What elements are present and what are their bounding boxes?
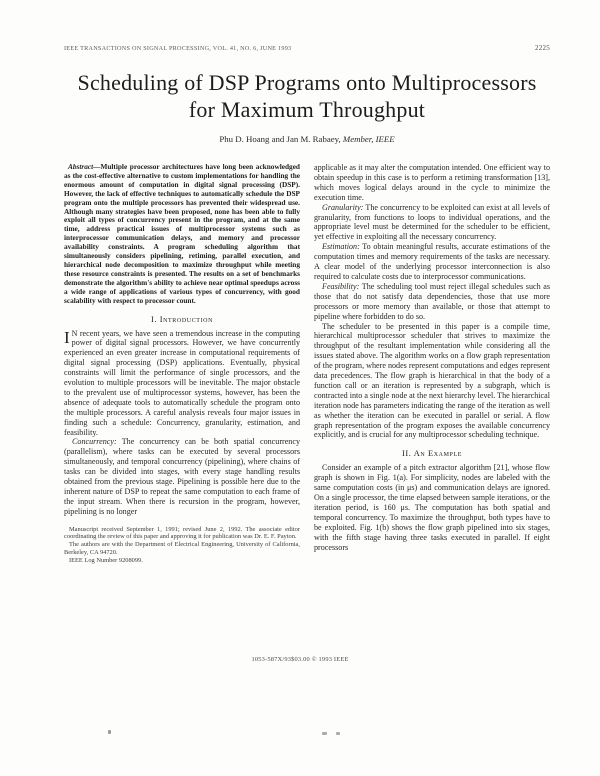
paper-title-line2: for Maximum Throughput xyxy=(188,96,426,122)
first-page-footnote xyxy=(64,526,300,565)
footnote-log-number: IEEE Log Number 9208099. xyxy=(69,556,143,564)
paragraph-granularity-lead: Granularity: xyxy=(322,202,364,212)
drop-cap: I xyxy=(64,327,70,347)
paragraph-estimation xyxy=(314,242,550,282)
author-names: Phu D. Hoang and Jan M. Rabaey, xyxy=(219,134,343,144)
paragraph-continuation: applicable as it may alter the computation intended. One efficient way to obtain speedup in this case is to perform a retiming transformation [13], which moves logical delays around in the cycle to minimize the execution time. xyxy=(314,163,550,202)
paragraph-feasibility-text: The scheduling tool must reject illegal schedules such as those that do not satisfy data dependencies, those that use more processors or more memory than available, or those that attempt to pipeline where forbidden to do so. xyxy=(314,281,550,321)
paragraph-feasibility-lead: Feasibility: xyxy=(322,281,360,291)
paragraph-estimation-lead: Estimation: xyxy=(322,242,360,252)
paragraph-estimation-text: To obtain meaningful results, accurate estimations of the computation times and memory requirements of the tasks are necessary. A clear model of the underlying processor interconnection is also required to calculate costs due to interprocessor communications. xyxy=(314,242,550,281)
footnote-affiliation: The authors are with the Department of Electrical Engineering, University of California, Berkeley, CA 94720. xyxy=(64,541,300,556)
author-membership: Member, IEEE xyxy=(342,134,395,144)
paragraph-concurrency-lead: Concurrency: xyxy=(72,437,117,447)
footnote-received: Manuscript received September 1, 1991; revised June 2, 1992. The associate editor coordinating the review of this paper and approving it for publication was Dr. E. F. Payton. xyxy=(64,525,300,541)
paragraph-scheduler: The scheduler to be presented in this paper is a compile time, hierarchical multiprocessor scheduler that strives to maximize the throughput of the resultant implementation while considering all the issues stated above. The algorithm works on a flow graph representation of the program, where nodes represent computations and edges represent data precedences. The flow graph is hierarchical in that the body of a function call or an iteration is represented by a subgraph, which is contracted into a single node at the next hierarchy level. The hierarchical iteration node has parameters indicating the range of the iteration as well as whether the iteration can be executed in parallel or serial. A flow graph representation of the program exposes the available concurrency explicitly, and is crucial for any multiprocessor scheduling technique. xyxy=(314,321,550,440)
paper-title-line1: Scheduling of DSP Programs onto Multiprocessors xyxy=(77,70,537,95)
scan-artifact xyxy=(108,730,111,734)
paragraph-concurrency-text: The concurrency can be both spatial concurrency (parallelism), where tasks can be executed by several processors simultaneously, and temporal concurrency (pipelining), where chains of tasks can be divided into stages, with every stage handling results obtained from the previous stage. Pipelining is possible here due to the inherent nature of DSP to repeat the same computation to each frame of the input stream. When there is recursion in the program, however, pipelining is no longer xyxy=(64,437,300,516)
paragraph-granularity xyxy=(314,203,550,243)
paper-title xyxy=(64,70,550,123)
author-byline xyxy=(64,134,550,144)
copyright-line: 1053-587X/93$03.00 © 1993 IEEE xyxy=(251,656,349,663)
column-left xyxy=(64,163,300,564)
paragraph-example: Consider an example of a pitch extractor algorithm [21], whose flow graph is shown in Fig. 1(a). For simplicity, nodes are labeled with the same computation costs (in μs) and communication delays are ignored. On a single processor, the time elapsed between sample iterations, or the iteration period, is 160 μs. The computation has both spatial and temporal concurrency. To maximize the throughput, both types have to be exploited. Fig. 1(b) shows the flow graph pipelined into six stages, with the fifth stage having three tasks executed in parallel. If eight processors xyxy=(314,463,550,552)
paragraph-concurrency xyxy=(64,437,300,516)
paragraph-intro xyxy=(64,329,300,438)
column-right xyxy=(314,163,550,564)
running-header xyxy=(64,44,550,52)
abstract-text: Multiple processor architectures have long been acknowledged as the cost-effective alternative to custom implementations for handling the enormous amount of computation in digital signal processing (DSP). However, the lack of effective techniques to automatically schedule the DSP program onto the multiple processors has prevented their widespread use. Although many strategies have been proposed, none has been able to fully exploit all types of concurrency present in the program, and at the same time, address practical issues of multiprocessor systems such as interprocessor communication delays, and memory and processor availability constraints. A program scheduling algorithm that simultaneously considers pipelining, retiming, parallel execution, and hierarchical node decomposition to maximize throughput while meeting these resource constraints is presented. The results on a set of benchmarks demonstrate the algorithm's ability to achieve near optimal speedups across a wide range of applications of various types of concurrency, with good scalability with respect to processor count. xyxy=(64,162,300,305)
paragraph-feasibility xyxy=(314,282,550,322)
paragraph-granularity-text: The concurrency to be exploited can exist at all levels of granularity, from functions to loops to individual operations, and the appropriate level must be determined for the scheduler to be efficient, yet effective in exploiting all the necessary concurrency. xyxy=(314,202,550,242)
journal-citation: IEEE TRANSACTIONS ON SIGNAL PROCESSING, VOL. 41, NO. 6, JUNE 1993 xyxy=(64,45,292,52)
paragraph-intro-text: N recent years, we have seen a tremendous increase in the computing power of digital signal processors. However, we have concurrently experienced an even greater increase in computational requirements of digital signal processing (DSP) applications. Eventually, physical constraints will limit the performance of single processors, and the evolution to multiple processors will be inevitable. The major obstacle to the prevalent use of multiprocessor systems, however, has been the absence of adequate tools to automatically schedule the program onto the multiple processors. A careful analysis reveals four major issues in finding such a schedule: Concurrency, granularity, estimation, and feasibility. xyxy=(64,328,300,437)
scan-artifact xyxy=(322,732,327,735)
abstract xyxy=(64,163,300,306)
section-heading-introduction: I. Introduction xyxy=(150,314,214,324)
section-heading-example: II. An Example xyxy=(402,449,462,459)
two-column-body xyxy=(64,163,550,564)
scan-artifact xyxy=(336,732,340,735)
page-number: 2225 xyxy=(535,44,550,52)
abstract-lead: Abstract— xyxy=(68,162,101,171)
